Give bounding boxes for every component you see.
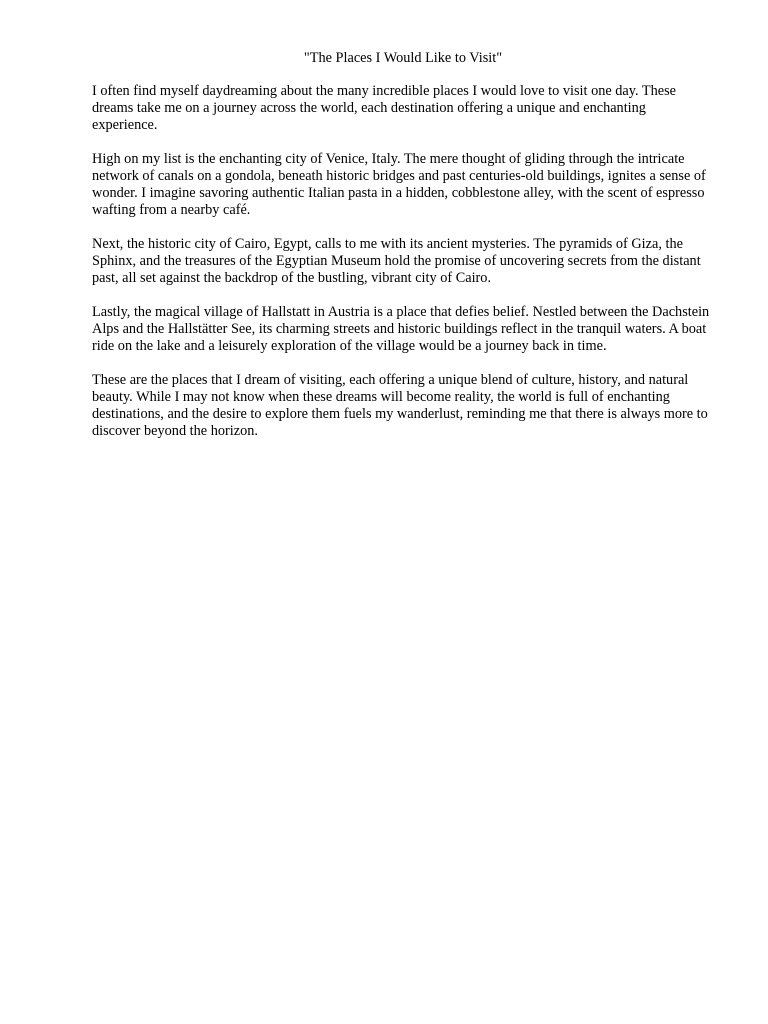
paragraph-hallstatt: Lastly, the magical village of Hallstatt in Austria is a place that defies belief. Nestled between the Dachstein Alps and the Hallstätter See, its charming streets and historic buildings reflect in the tranquil waters. A boat ride on the lake and a leisurely exploration of the village would be a journey back in time. <box>92 304 710 354</box>
paragraph-intro: I often find myself daydreaming about the many incredible places I would love to visit one day. These dreams take me on a journey across the world, each destination offering a unique and enchanting experience. <box>92 83 677 133</box>
document-body <box>92 50 714 457</box>
paragraph-cairo: Next, the historic city of Cairo, Egypt, calls to me with its ancient mysteries. The pyramids of Giza, the Sphinx, and the treasures of the Egyptian Museum hold the promise of uncovering secrets from the distant past, all set against the backdrop of the bustling, vibrant city of Cairo. <box>92 236 701 286</box>
paragraph-conclusion: These are the places that I dream of visiting, each offering a unique blend of culture, history, and natural beauty. While I may not know when these dreams will become reality, the world is full of enchanting destinations, and the desire to explore them fuels my wanderlust, reminding me that there is always more to discover beyond the horizon. <box>92 372 708 439</box>
paragraph-venice: High on my list is the enchanting city of Venice, Italy. The mere thought of gliding through the intricate network of canals on a gondola, beneath historic bridges and past centuries-old buildings, ignites a sense of wonder. I imagine savoring authentic Italian pasta in a hidden, cobblestone alley, with the scent of espresso wafting from a nearby café. <box>92 151 706 218</box>
document-title: "The Places I Would Like to Visit" <box>303 50 503 66</box>
